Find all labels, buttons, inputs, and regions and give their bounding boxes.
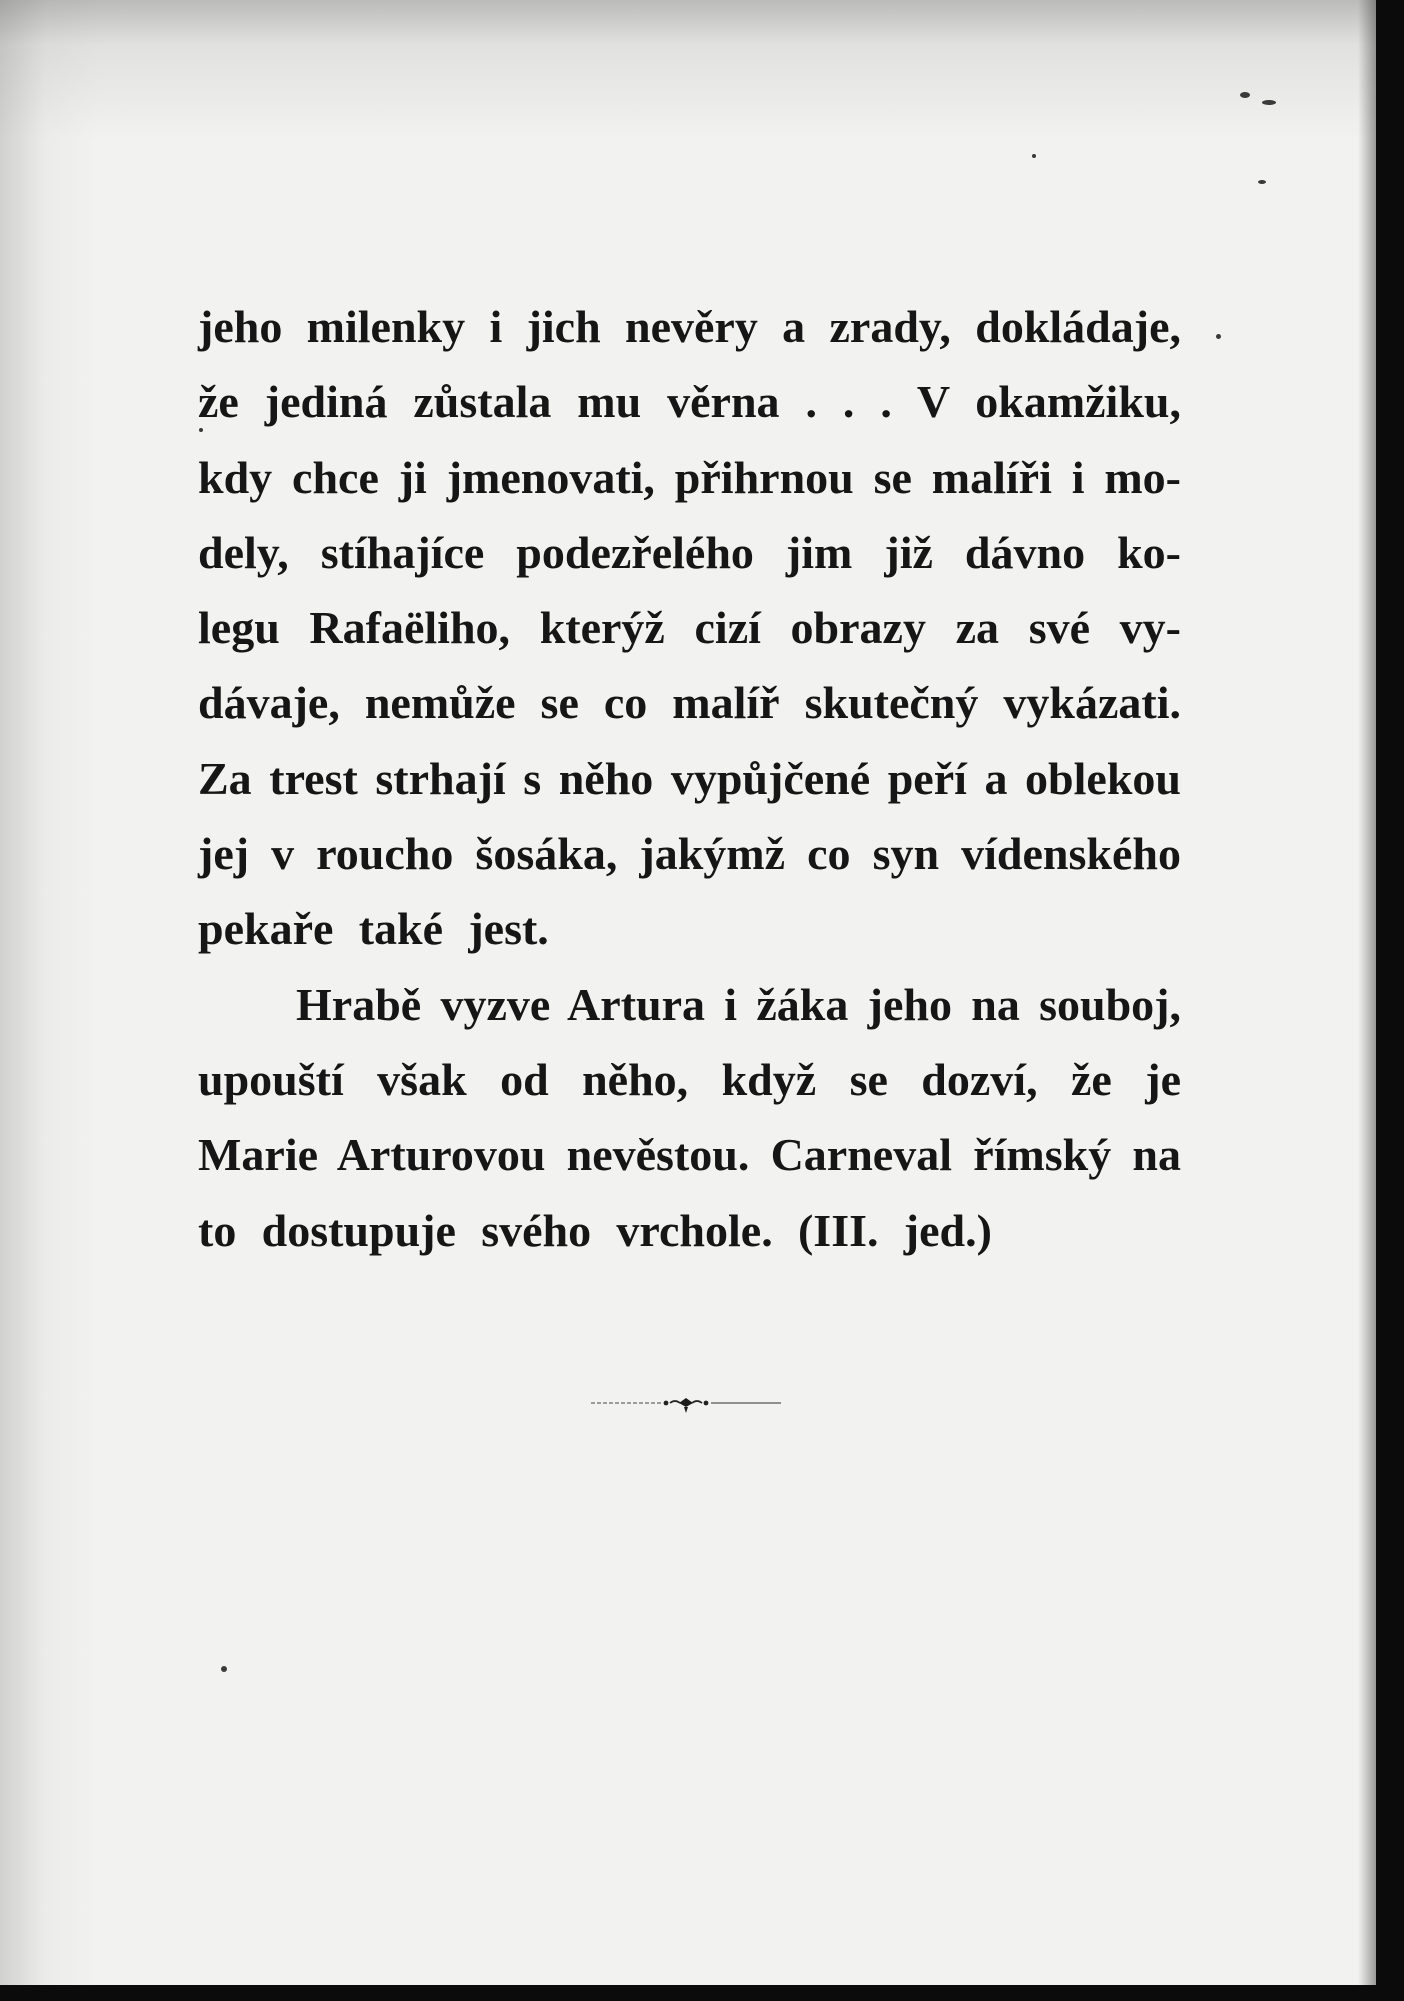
scan-border-bottom bbox=[0, 1985, 1404, 2001]
text-line: legu Rafaëliho, kterýž cizí obrazy za své vy- bbox=[198, 602, 1181, 654]
scan-border-right bbox=[1376, 0, 1404, 2001]
scan-edge-shadow bbox=[1358, 0, 1376, 2001]
scan-speck bbox=[1032, 154, 1036, 158]
body-text bbox=[198, 289, 1181, 1268]
text-line: jeho milenky i jich nevěry a zrady, dokládaje, bbox=[198, 301, 1181, 352]
scan-speck bbox=[1240, 92, 1250, 98]
text-line: že jediná zůstala mu věrna . . . V okamžiku, bbox=[198, 376, 1181, 428]
paragraph-2 bbox=[198, 967, 1181, 1268]
text-line: upouští však od něho, když se dozví, že je bbox=[198, 1053, 1181, 1105]
text-line: Za trest strhají s něho vypůjčené peří a oblekou bbox=[198, 752, 1181, 804]
text-line: jej v roucho šosáka, jakýmž co syn vídenského bbox=[198, 828, 1181, 880]
text-line: Hrabě vyzve Artura i žáka jeho na souboj, bbox=[296, 978, 1181, 1030]
text-line: kdy chce ji jmenovati, přihrnou se malíři i mo- bbox=[198, 451, 1181, 503]
text-line: pekaře také jest. bbox=[198, 903, 549, 955]
text-line: dely, stíhajíce podezřelého jim již dávno ko- bbox=[198, 526, 1181, 578]
text-line: Marie Arturovou nevěstou. Carneval římský na bbox=[198, 1129, 1181, 1181]
scan-speck bbox=[1262, 100, 1276, 105]
text-line: dávaje, nemůže se co malíř skutečný vykázati. bbox=[198, 677, 1181, 729]
scan-speck bbox=[1216, 334, 1221, 339]
text-line: to dostupuje svého vrchole. (III. jed.) bbox=[198, 1204, 992, 1256]
paragraph-1 bbox=[198, 289, 1181, 967]
fleuron-divider-icon bbox=[591, 1392, 781, 1416]
scan-speck bbox=[221, 1666, 227, 1672]
scan-speck bbox=[1258, 180, 1266, 184]
